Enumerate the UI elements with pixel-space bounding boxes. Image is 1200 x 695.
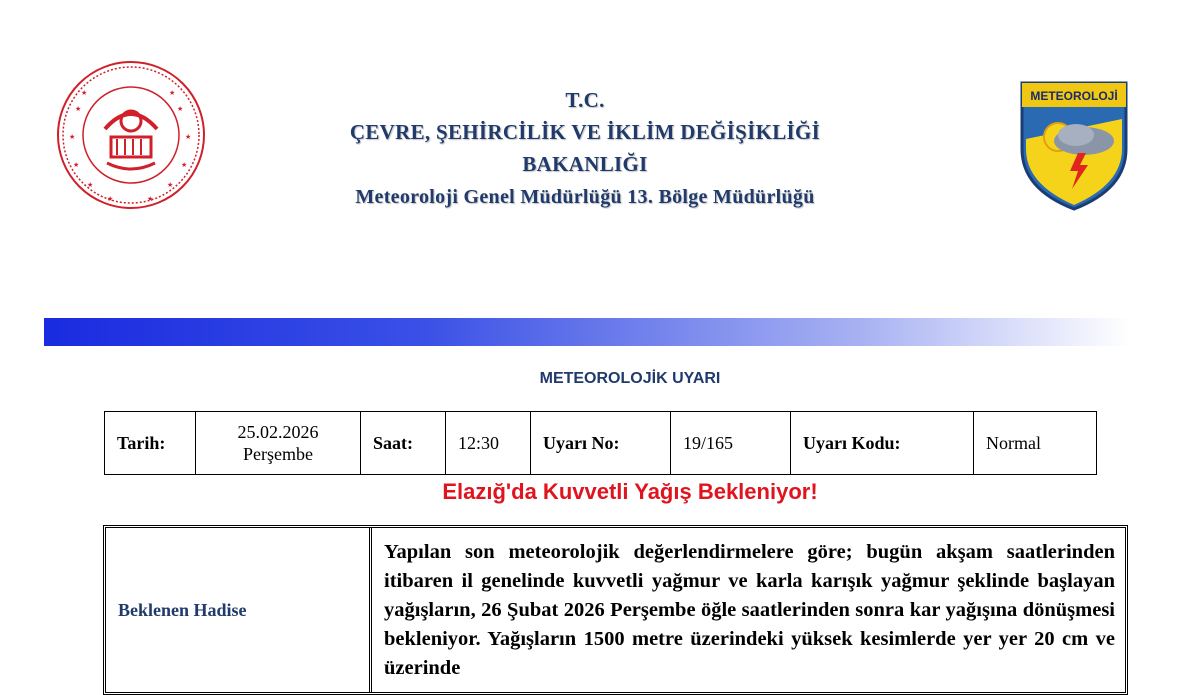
svg-text:★: ★: [169, 89, 176, 97]
svg-text:★: ★: [185, 133, 192, 141]
svg-text:★: ★: [81, 89, 88, 97]
warning-code-label: Uyarı Kodu:: [791, 412, 974, 475]
svg-text:★: ★: [147, 195, 154, 203]
warning-no-value: 19/165: [671, 412, 791, 475]
svg-text:★: ★: [87, 181, 94, 189]
meteoroloji-logo: [1018, 79, 1130, 211]
svg-text:★: ★: [167, 181, 174, 189]
document-title: METEOROLOJİK UYARI: [539, 370, 721, 387]
header-divider-bar: [44, 318, 1130, 346]
time-value: 12:30: [446, 412, 531, 475]
svg-text:★: ★: [69, 133, 76, 141]
document-header: [260, 84, 910, 214]
date-value: 25.02.2026: [237, 422, 319, 442]
warning-headline: Elazığ'da Kuvvetli Yağış Bekleniyor!: [442, 479, 818, 504]
header-ministry-line2: BAKANLIĞI: [522, 152, 648, 176]
warning-code-value: Normal: [974, 412, 1097, 475]
svg-text:★: ★: [107, 195, 114, 203]
detail-table: [103, 525, 1128, 695]
ministry-seal-logo: [55, 59, 207, 211]
date-cell: [196, 412, 361, 475]
svg-text:★: ★: [181, 161, 188, 169]
svg-text:★: ★: [73, 161, 80, 169]
day-value: Perşembe: [243, 444, 313, 464]
header-directorate: Meteoroloji Genel Müdürlüğü 13. Bölge Müdürlüğü: [355, 186, 815, 208]
time-label: Saat:: [361, 412, 446, 475]
expected-event-text: Yapılan son meteorolojik değerlendirmelere göre; bugün akşam saatlerinden itibaren il genelinde kuvvetli yağmur ve karla karışık yağmur şeklinde başlayan yağışların, 26 Şubat 2026 Perşembe öğle saatlerinden sonra kar yağışına dönüşmesi bekleniyor. Yağışların 1500 metre üzerindeki yüksek kesimlerde yer yer 20 cm ve üzerinde: [384, 541, 1115, 679]
header-tc: T.C.: [565, 88, 605, 112]
date-label: Tarih:: [105, 412, 196, 475]
expected-event-label: Beklenen Hadise: [106, 528, 372, 692]
svg-text:★: ★: [75, 105, 82, 113]
met-logo-text: METEOROLOJİ: [1030, 89, 1118, 103]
svg-text:★: ★: [177, 105, 184, 113]
header-ministry-line1: ÇEVRE, ŞEHİRCİLİK VE İKLİM DEĞİŞİKLİĞİ: [349, 120, 821, 144]
warning-info-table: [104, 411, 1097, 475]
table-row: [105, 412, 1097, 475]
warning-no-label: Uyarı No:: [531, 412, 671, 475]
